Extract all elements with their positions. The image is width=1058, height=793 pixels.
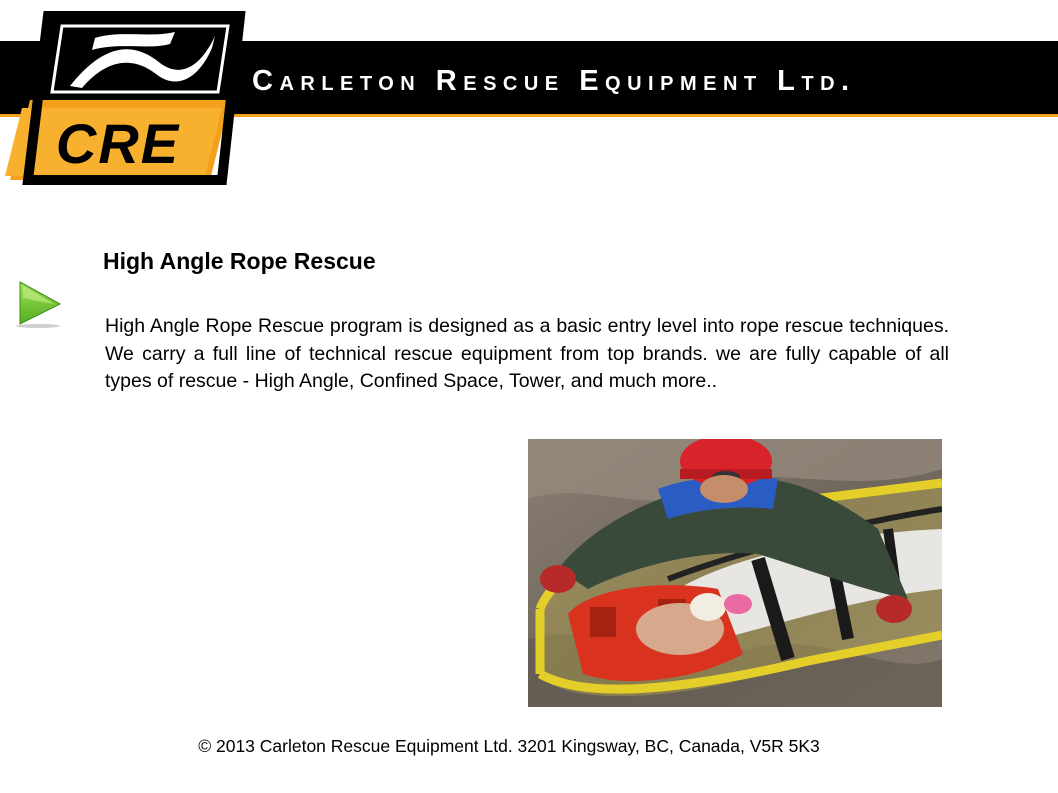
cre-logo — [0, 8, 250, 188]
slide-title: High Angle Rope Rescue — [103, 248, 376, 274]
play-icon[interactable] — [14, 280, 64, 330]
company-name: Carleton Rescue Equipment Ltd. — [252, 65, 856, 97]
slide-body-text: High Angle Rope Rescue program is designed as a basic entry level into rope rescue techniques. We carry a full line of technical rescue equipment from top brands. we are fully capable of all types of rescue - High Angle, Confined Space, Tower, and much more.. — [105, 315, 949, 392]
footer-copyright: © 2013 Carleton Rescue Equipment Ltd. 3201 Kingsway, BC, Canada, V5R 5K3 — [198, 736, 820, 756]
rescue-photo — [528, 439, 942, 707]
logo-text: CRE — [55, 112, 181, 175]
